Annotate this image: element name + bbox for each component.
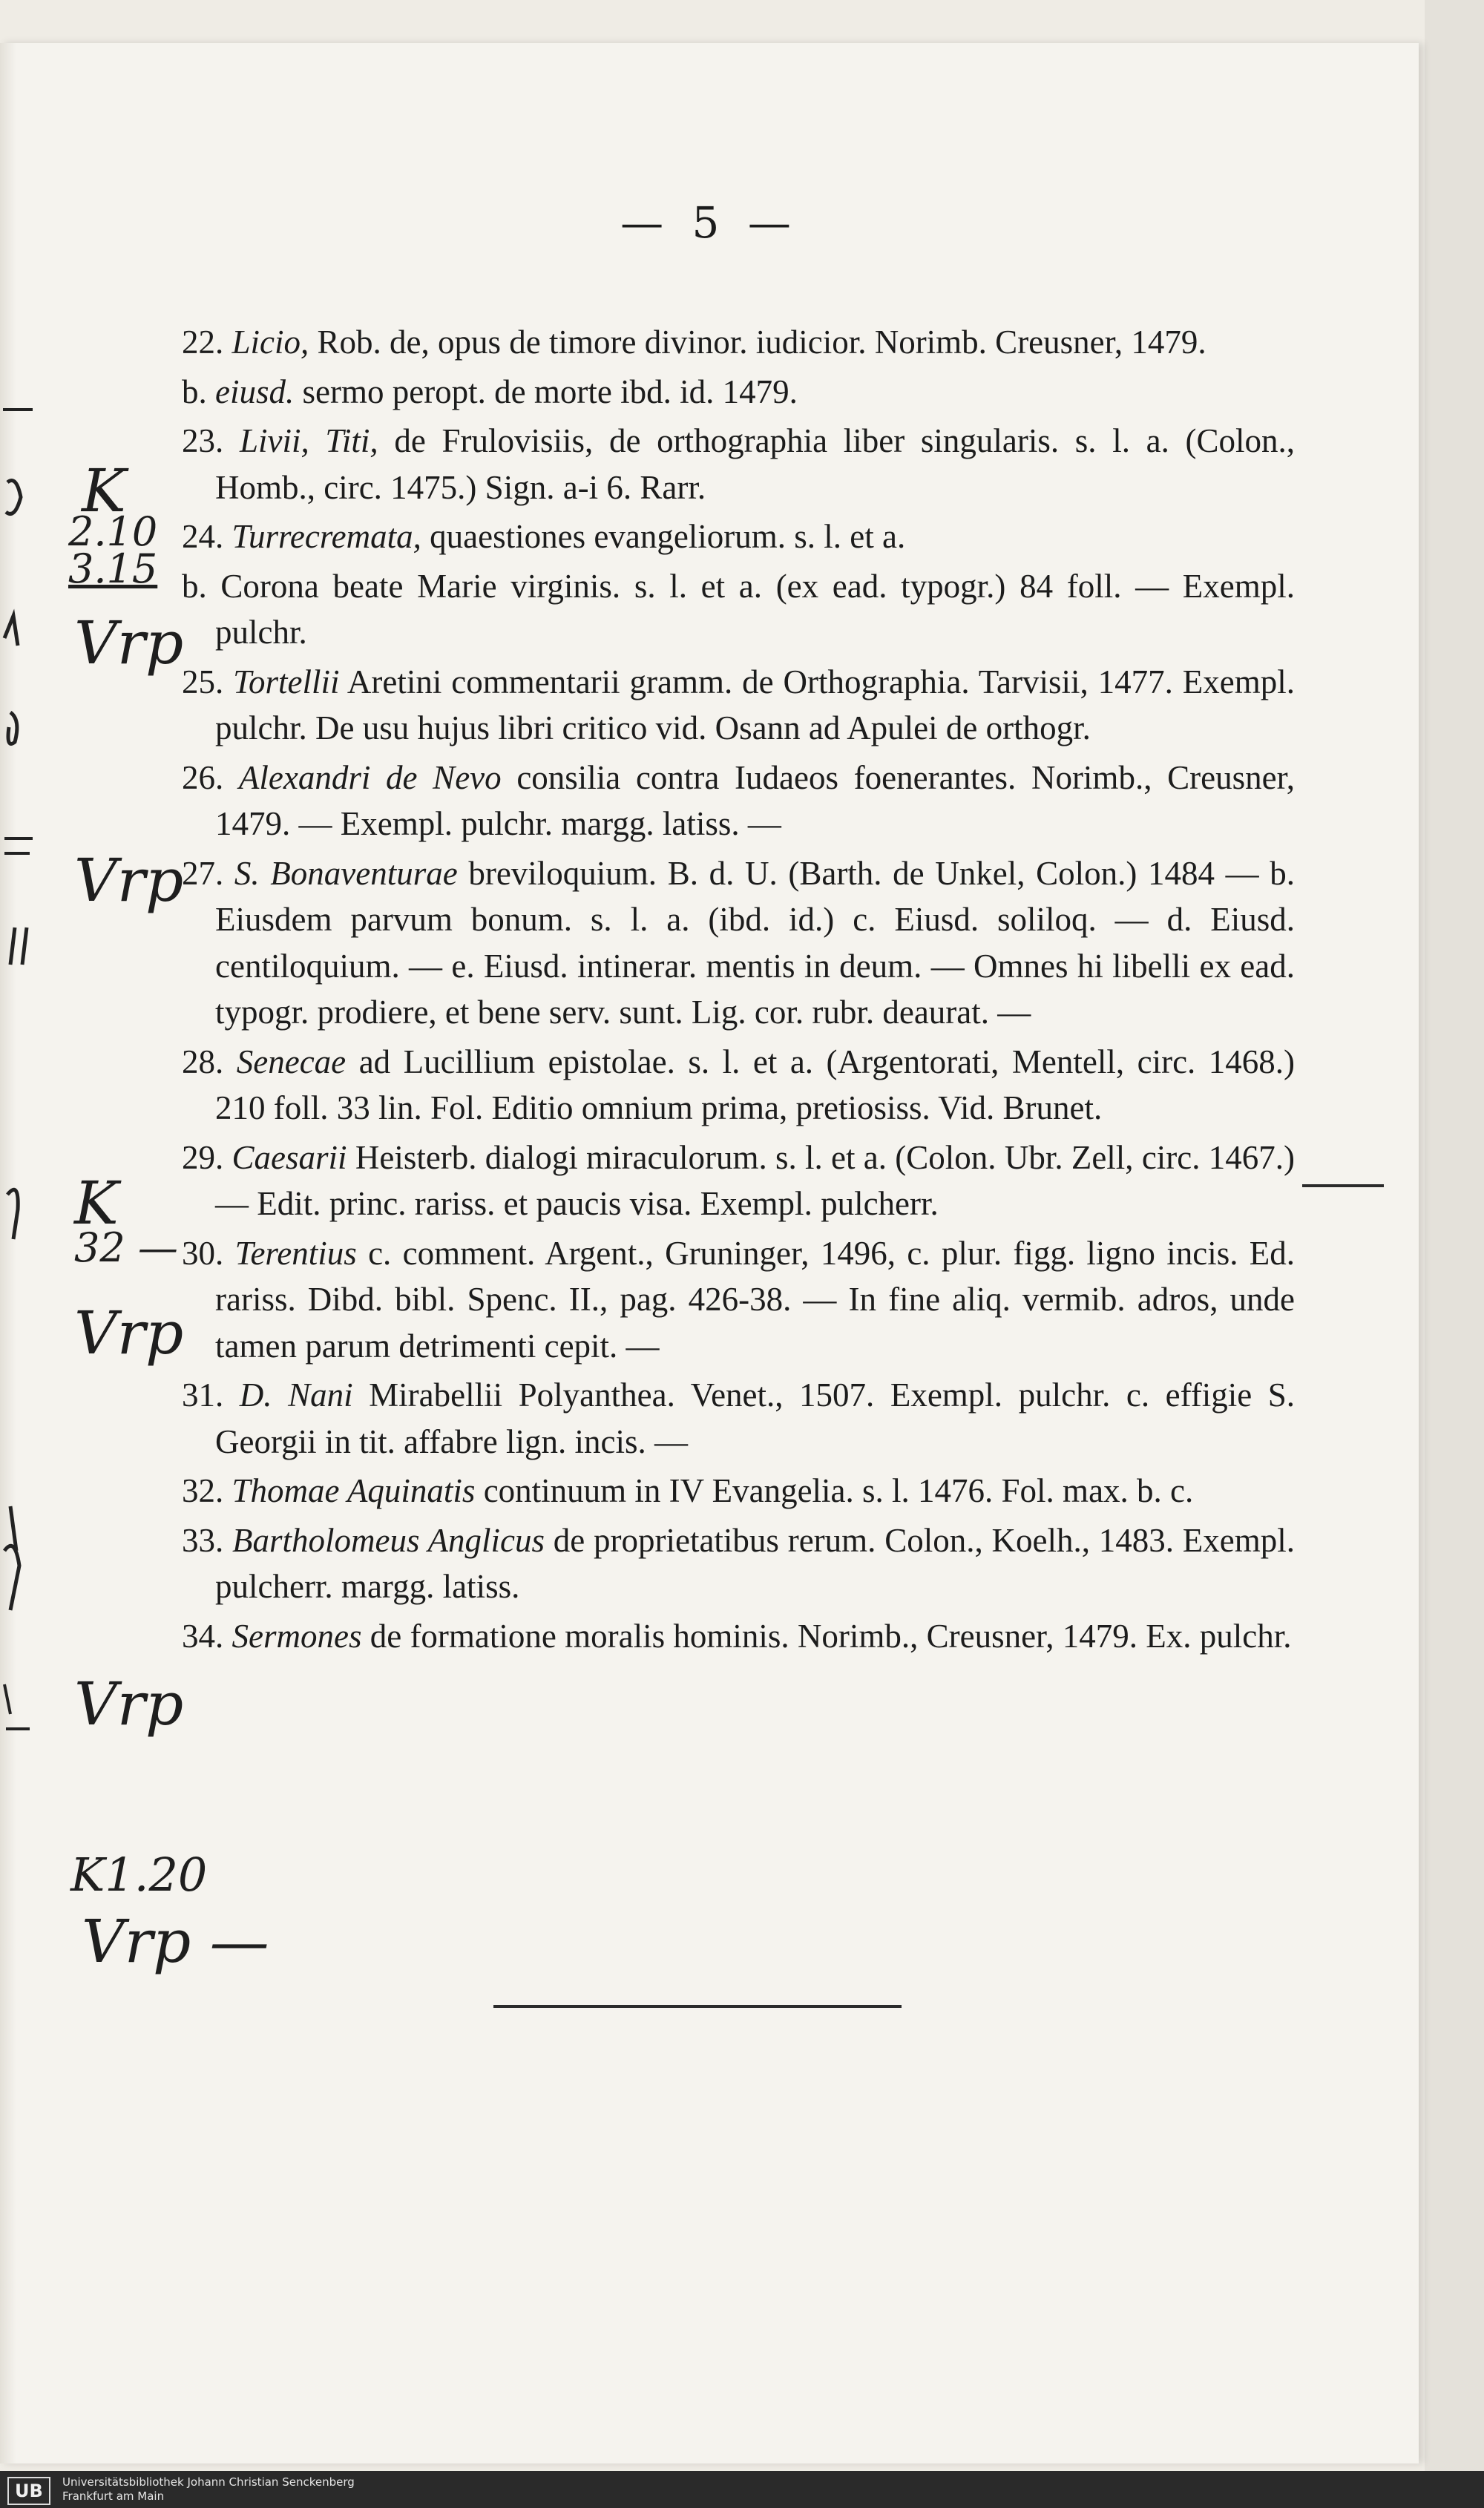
handwritten-vrp-mark: Vrp —: [82, 1907, 269, 1976]
entry-number: 29.: [182, 1138, 224, 1176]
closing-rule: [493, 2005, 902, 2008]
entry-text: c. comment. Argent., Gruninger, 1496, c. plur. figg. ligno incis. Ed. rariss. Dibd. bibl. Spenc. II., pag. 426-38. — In fine aliq. vermib. adros, unde tamen parum detrimenti cepit. —: [215, 1234, 1296, 1365]
entry-number: b.: [182, 372, 207, 410]
entry-text: quaestiones evangeliorum. s. l. et a.: [430, 518, 906, 555]
entry-number: 27.: [182, 854, 224, 892]
handwritten-vrp-mark: Vrp: [74, 608, 184, 677]
entry-author: S. Bonaventurae: [234, 854, 458, 892]
catalog-entry: [182, 1135, 1295, 1227]
entry-author: Alexandri de Nevo: [238, 758, 502, 796]
handwritten-price-mark: 3.15: [68, 545, 158, 592]
catalog-entry: [182, 319, 1295, 366]
entry-author: Thomae Aquinatis: [232, 1472, 476, 1509]
entry-author: Senecae: [236, 1043, 347, 1080]
library-name: Universitätsbibliothek Johann Christian Senckenberg: [62, 2475, 355, 2489]
entry-text: breviloquium. B. d. U. (Barth. de Unkel, Colon.) 1484 — b. Eiusdem parvum bonum. s. l. a. (ibd. id.) c. Eiusd. soliloq. — d. Eiusd. centiloquium. — e. Eiusd. intinerar. mentis in deum. — Omnes hi libelli ex ead. typogr. prodiere, et bene serv. sunt. Lig. cor. rubr. deaurat. —: [215, 854, 1296, 1031]
catalog-entry: [182, 850, 1295, 1036]
entry-number: 31.: [182, 1376, 224, 1414]
entry-author: Bartholomeus Anglicus: [232, 1521, 545, 1559]
catalog-entry: [182, 563, 1295, 656]
entry-author: Caesarii: [232, 1138, 347, 1176]
entry-text: continuum in IV Evangelia. s. l. 1476. Fol. max. b. c.: [483, 1472, 1194, 1509]
entry-text: sermo peropt. de morte ibd. id. 1479.: [302, 372, 798, 410]
entry-text: Aretini commentarii gramm. de Orthographia. Tarvisii, 1477. Exempl. pulchr. De usu hujus libri critico vid. Osann ad Apulei de orthogr.: [215, 663, 1295, 746]
entry-text: Rob. de, opus de timore divinor. iudicior. Norimb. Creusner, 1479.: [317, 324, 1206, 361]
entry-author: D. Nani: [239, 1376, 353, 1414]
handwritten-price-mark: K: [82, 456, 126, 525]
footer-bar: [0, 2471, 1484, 2508]
library-logo: UB: [7, 2477, 50, 2505]
entry-author: Terentius: [234, 1234, 357, 1272]
handwritten-price-mark: 32 —: [74, 1224, 178, 1271]
entry-text: de Frulovisiis, de orthographia liber singularis. s. l. a. (Colon., Homb., circ. 1475.) Sign. a-i 6. Rarr.: [215, 422, 1296, 506]
handwritten-vrp-mark: Vrp: [74, 1670, 184, 1739]
entry-author: Licio,: [232, 324, 309, 361]
entry-number: 26.: [182, 758, 224, 796]
catalog-entry: [182, 1468, 1295, 1514]
entry-author: eiusd.: [215, 372, 295, 410]
library-city: Frankfurt am Main: [62, 2489, 165, 2503]
entry-text: ad Lucillium epistolae. s. l. et a. (Argentorati, Mentell, circ. 1468.) 210 foll. 33 lin. Fol. Editio omnium prima, pretiosiss. Vid. Brunet.: [215, 1043, 1296, 1126]
catalog-entry: [182, 755, 1295, 847]
catalog-entry: [182, 1230, 1295, 1370]
entry-number: 28.: [182, 1043, 224, 1080]
catalog-entry: [182, 369, 1295, 416]
entry-number: 23.: [182, 422, 224, 459]
catalog-entry: [182, 1517, 1295, 1610]
entry-number: b.: [182, 567, 207, 605]
entry-text: consilia contra Iudaeos foenerantes. Norimb., Creusner, 1479. — Exempl. pulchr. margg. latiss. —: [215, 758, 1295, 842]
entry-number: 30.: [182, 1234, 224, 1272]
handwritten-price-mark: K: [74, 1169, 119, 1238]
entry-number: 34.: [182, 1617, 224, 1655]
catalog-entries: [182, 319, 1295, 1662]
entry-text: Mirabellii Polyanthea. Venet., 1507. Exempl. pulchr. c. effigie S. Georgii in tit. affabre lign. incis. —: [215, 1376, 1296, 1460]
entry-author: Tortellii: [233, 663, 340, 700]
catalog-entry: [182, 513, 1295, 560]
catalog-entry: [182, 1372, 1295, 1465]
entry-text: Corona beate Marie virginis. s. l. et a. (ex ead. typogr.) 84 foll. — Exempl. pulchr.: [215, 567, 1296, 651]
entry-number: 24.: [182, 518, 224, 555]
catalog-entry: [182, 1039, 1295, 1132]
entry-number: 22.: [182, 324, 224, 361]
entry-text: Heisterb. dialogi miraculorum. s. l. et a. (Colon. Ubr. Zell, circ. 1467.) — Edit. princ. rariss. et paucis visa. Exempl. pulcherr.: [215, 1138, 1296, 1222]
handwritten-price-mark: 2.10: [68, 508, 158, 555]
entry-author: Turrecremata,: [232, 518, 421, 555]
catalog-entry: [182, 659, 1295, 752]
entry-number: 32.: [182, 1472, 224, 1509]
handwritten-vrp-mark: Vrp: [74, 1299, 184, 1368]
page-number: — 5 —: [620, 197, 798, 248]
entry-text: de proprietatibus rerum. Colon., Koelh., 1483. Exempl. pulcherr. margg. latiss.: [215, 1521, 1295, 1605]
entry-author: Sermones: [232, 1617, 362, 1655]
handwritten-price-mark: K1.20: [70, 1848, 208, 1902]
catalog-entry: [182, 418, 1295, 511]
margin-dash: [1302, 1184, 1384, 1187]
entry-author: Livii, Titi,: [239, 422, 378, 459]
facing-page-fragments: [0, 393, 59, 2100]
handwritten-vrp-mark: Vrp: [74, 846, 184, 915]
catalog-entry: [182, 1613, 1295, 1660]
library-credit: [62, 2475, 355, 2504]
entry-text: de formatione moralis hominis. Norimb., Creusner, 1479. Ex. pulchr.: [370, 1617, 1292, 1655]
entry-number: 25.: [182, 663, 224, 700]
entry-number: 33.: [182, 1521, 224, 1559]
